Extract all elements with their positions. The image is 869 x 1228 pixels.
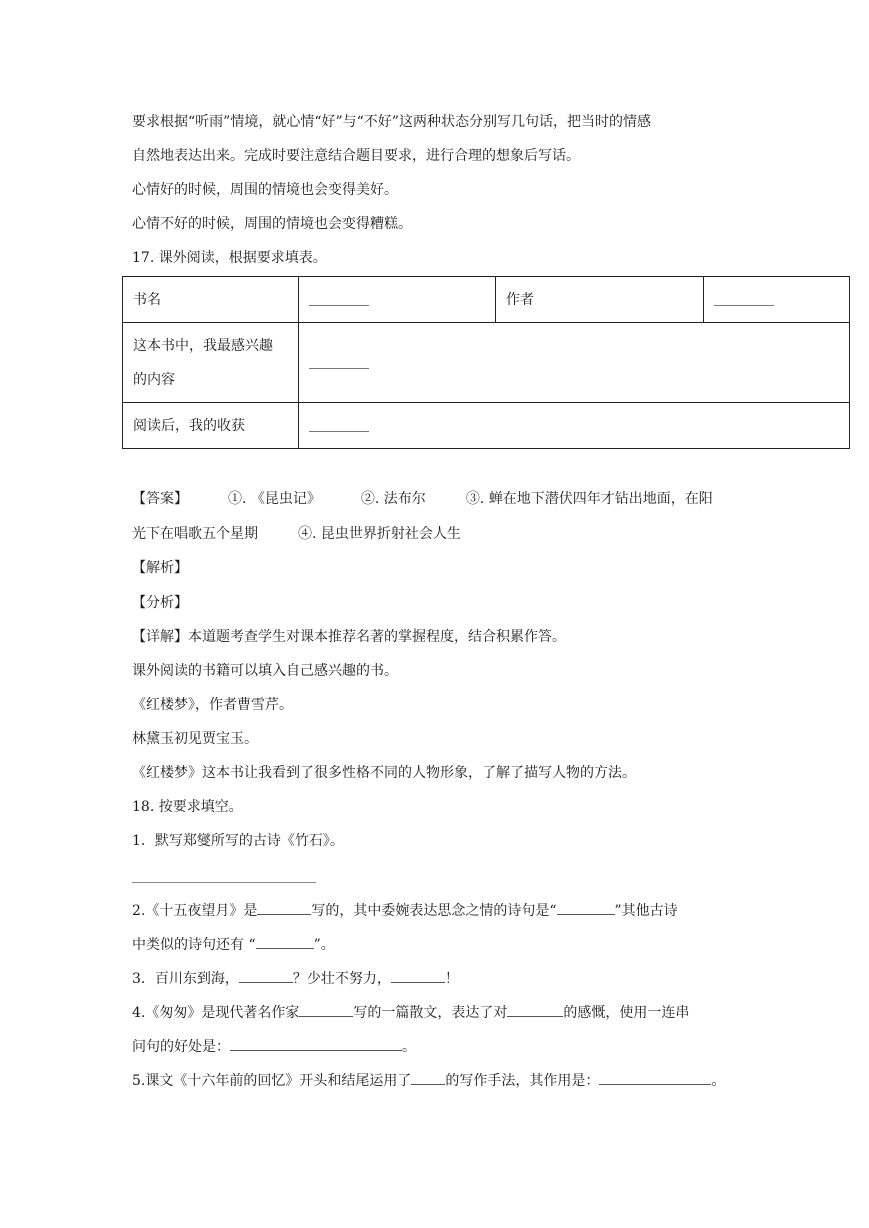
q18-item-4-text-e: 。 bbox=[402, 1039, 416, 1055]
intro-line-3: 心情好的时候，周围的情境也会变得美好。 bbox=[132, 182, 398, 198]
q18-item-2-text-a: 2.《十五夜望月》是 bbox=[132, 903, 258, 919]
gain-answer-cell bbox=[299, 403, 850, 449]
author-label: 作者 bbox=[496, 277, 704, 323]
detail-p1: 课外阅读的书籍可以填入自己感兴趣的书。 bbox=[132, 663, 398, 679]
q18-item-4-line-1 bbox=[132, 1002, 689, 1023]
q18-item-4-text-a: 4.《匆匆》是现代著名作家 bbox=[132, 1005, 300, 1021]
fenxi-label: 【分析】 bbox=[132, 595, 188, 611]
q18-item-2-text-d: 中类似的诗句还有 “ bbox=[132, 937, 256, 953]
verse-blank-1 bbox=[239, 968, 293, 983]
q18-item-5-text-b: 的写作手法，其作用是： bbox=[445, 1073, 600, 1089]
q18-item-2-line-1 bbox=[132, 900, 678, 921]
interest-label bbox=[123, 323, 299, 403]
verse-blank-2 bbox=[391, 968, 445, 983]
feeling-blank bbox=[507, 1002, 563, 1017]
poem-line-blank bbox=[557, 900, 615, 915]
q18-item-4-line-2 bbox=[132, 1036, 416, 1057]
answer-rule bbox=[132, 882, 316, 883]
detail-text: 本道题考查学生对课本推荐名著的掌握程度，结合积累作答。 bbox=[188, 629, 566, 645]
q18-title: 18. 按要求填空。 bbox=[132, 799, 243, 815]
q18-item-2-text-b: 写的，其中委婉表达思念之情的诗句是“ bbox=[311, 903, 557, 919]
interest-label-line-2: 的内容 bbox=[133, 371, 175, 388]
q18-item-1: 1．默写郑燮所写的古诗《竹石》。 bbox=[132, 833, 344, 849]
detail-p2: 《红楼梦》，作者曹雪芹。 bbox=[132, 697, 293, 713]
interest-label-line-1: 这本书中，我最感兴趣 bbox=[133, 337, 273, 354]
answer-line-1 bbox=[132, 489, 713, 509]
author-blank bbox=[714, 293, 774, 306]
q18-item-2-text-c: ”其他古诗 bbox=[614, 903, 678, 919]
writer-blank bbox=[299, 1002, 353, 1017]
benefit-blank bbox=[230, 1036, 402, 1051]
reading-table bbox=[122, 276, 850, 449]
q18-item-2-line-2 bbox=[132, 934, 335, 955]
detail-line bbox=[132, 627, 566, 647]
q18-item-5-text-c: 。 bbox=[711, 1073, 726, 1089]
effect-blank bbox=[599, 1070, 711, 1085]
answer-4: ④. 昆虫世界折射社会人生 bbox=[298, 526, 461, 542]
similar-poem-blank bbox=[256, 934, 314, 949]
detail-p3: 林黛玉初见贾宝玉。 bbox=[132, 731, 258, 747]
q17-title: 17. 课外阅读，根据要求填表。 bbox=[132, 250, 327, 266]
interest-answer-cell bbox=[299, 323, 850, 403]
answer-1: ①. 《昆虫记》 bbox=[228, 491, 321, 507]
detail-label: 【详解】 bbox=[132, 629, 188, 645]
book-answer-cell bbox=[299, 277, 496, 323]
answer-3: ③. 蝉在地下潜伏四年才钻出地面，在阳 bbox=[465, 491, 713, 507]
q18-item-5-text-a: 5.课文《十六年前的回忆》开头和结尾运用了 bbox=[132, 1073, 412, 1089]
intro-line-4: 心情不好的时候，周围的情境也会变得糟糕。 bbox=[132, 216, 412, 232]
answer-line-2 bbox=[132, 524, 461, 544]
q18-item-5 bbox=[132, 1070, 725, 1091]
author-fill-blank bbox=[257, 900, 311, 915]
q18-item-4-text-c: 的感慨，使用一连串 bbox=[563, 1005, 690, 1021]
author-answer-cell bbox=[704, 277, 850, 323]
answer-label: 【答案】 bbox=[132, 491, 188, 507]
q18-item-4-text-d: 问句的好处是： bbox=[132, 1039, 230, 1055]
interest-blank bbox=[309, 356, 369, 369]
q18-item-3 bbox=[132, 968, 459, 989]
answer-3-cont: 光下在唱歌五个星期 bbox=[132, 526, 258, 542]
q18-item-3-text-c: ！ bbox=[444, 971, 459, 987]
analysis-label: 【解析】 bbox=[132, 560, 188, 576]
detail-p4: 《红楼梦》这本书让我看到了很多性格不同的人物形象，了解了描写人物的方法。 bbox=[132, 765, 636, 781]
q18-item-3-text-a: 3．百川东到海， bbox=[132, 971, 239, 987]
intro-line-2: 自然地表达出来。完成时要注意结合题目要求，进行合理的想象后写话。 bbox=[132, 148, 580, 164]
q18-item-4-text-b: 写的一篇散文，表达了对 bbox=[353, 1005, 508, 1021]
technique-blank bbox=[411, 1070, 445, 1085]
intro-line-1: 要求根据“听雨”情境，就心情“好”与“不好”这两种状态分别写几句话，把当时的情感 bbox=[132, 114, 651, 130]
gain-label: 阅读后，我的收获 bbox=[123, 403, 299, 449]
book-label: 书名 bbox=[123, 277, 299, 323]
gain-blank bbox=[309, 419, 369, 432]
q18-item-2-text-e: ”。 bbox=[313, 937, 335, 953]
answer-2: ②. 法布尔 bbox=[360, 491, 426, 507]
book-blank bbox=[309, 293, 369, 306]
q18-item-3-text-b: ？少壮不努力， bbox=[292, 971, 391, 987]
